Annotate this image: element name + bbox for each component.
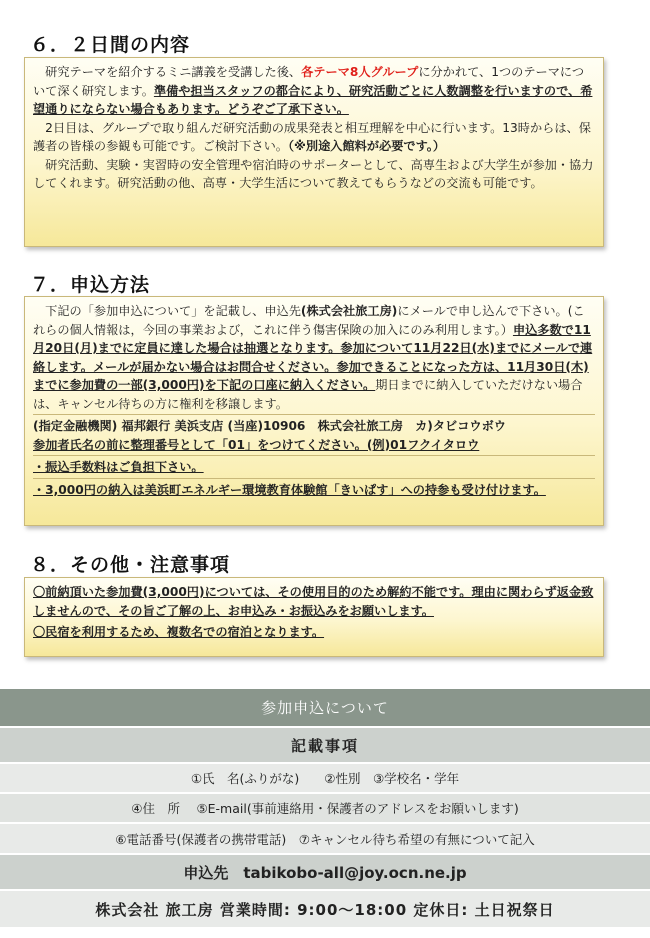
note-payment: ・3,000円の納入は美浜町エネルギー環境教育体験館「きいぱす」への持参も受け付けます。: [33, 482, 546, 497]
section8-heading: ８．その他・注意事項: [30, 554, 231, 576]
underlined-text: 準備や担当スタッフの都合により、研究活動ごとに人数調整を行いますので、希望通りにならない場合もあります。どうぞご了承下さい。: [33, 83, 593, 116]
note-fee: ・振込手数料はご負担下さい。: [33, 460, 204, 474]
section6-paragraph-1: [33, 63, 595, 119]
divider: [33, 455, 595, 456]
apply-item-row-1: ①氏 名(ふりがな) ②性別 ③学校名・学年: [0, 764, 650, 792]
section6-paragraph-3: 研究活動、実験・実習時の安全管理や宿泊時のサポーターとして、高専生および大学生が参加・協力してくれます。研究活動の他、高専・大学生活について教えてもらうなどの交流も可能です。: [33, 157, 594, 190]
underlined-text: 申込多数で11月20日(月)までに定員に達した場合は抽選となります。参加について11月22日(水)までにメールで連絡します。メールが届かない場合はお問合せください。参加できることになった方は、11月30日(木)までに参加費の一部(3,000円)を下記の口座に納入ください。: [33, 322, 593, 392]
section7-box: [24, 296, 604, 526]
bold-text: (株式会社旅工房): [300, 304, 398, 318]
section6-box: [24, 57, 604, 247]
text: にメールで申し込んで下さい。(これらの個人情報は，今回の事業および，これに伴う傷害保険の加入にのみ利用します。）: [33, 304, 585, 337]
highlight-text: 各テーマ8人グループ: [301, 65, 419, 79]
apply-subtitle: 記載事項: [0, 728, 650, 762]
bank-info: (指定金融機関) 福邦銀行 美浜支店 (当座)10906 株式会社旅工房 カ)タビコウボウ: [33, 419, 506, 433]
section8-box: [24, 577, 604, 657]
text: 2日目は、グループで取り組んだ研究活動の成果発表と相互理解を中心に行います。13時からは、保護者の皆様の参観も可能です。ご検討下さい。: [33, 120, 591, 153]
section7-heading: ７．申込方法: [30, 274, 151, 296]
apply-item-row-3: ⑥電話番号(保護者の携帯電話) ⑦キャンセル待ち希望の有無について記入: [0, 824, 650, 853]
apply-title: 参加申込について: [0, 689, 650, 726]
company-info: 株式会社 旅工房 営業時間: 9:00～18:00 定休日: 土日祝祭日: [0, 891, 650, 927]
apply-item-row-2: ④住 所 ⑤E-mail(事前連絡用・保護者のアドレスをお願いします): [0, 794, 650, 822]
text: に分かれて、1つのテーマについて深く研究します。: [33, 65, 585, 98]
divider: [33, 414, 595, 415]
apply-contact-email[interactable]: 申込先 tabikobo-all@joy.ocn.ne.jp: [0, 855, 650, 889]
section6-paragraph-2: [33, 119, 595, 156]
section8-note-1: 〇前納頂いた参加費(3,000円)については、その使用目的のため解約不能です。理由に関わらず返金致しませんので、その旨ご了解の上、お申込み・お振込みをお願いします。: [33, 585, 594, 618]
bold-text: （※別途入館料が必要です。）: [287, 139, 446, 153]
section7-paragraph-1: [33, 302, 595, 413]
section8-note-2: 〇民宿を利用するため、複数名での宿泊となります。: [33, 625, 325, 639]
divider: [33, 478, 595, 479]
text: 期日までに納入していただけない場合は、キャンセル待ちの方に権利を移譲します。: [33, 378, 583, 411]
text: 下記の「参加申込について」を記載し、申込先: [33, 304, 301, 318]
number-note: 参加者氏名の前に整理番号として「01」をつけてください。(例)01フクイタロウ: [33, 437, 480, 452]
section6-heading: ６．２日間の内容: [30, 34, 191, 56]
text: 研究テーマを紹介するミニ講義を受講した後、: [33, 65, 302, 79]
